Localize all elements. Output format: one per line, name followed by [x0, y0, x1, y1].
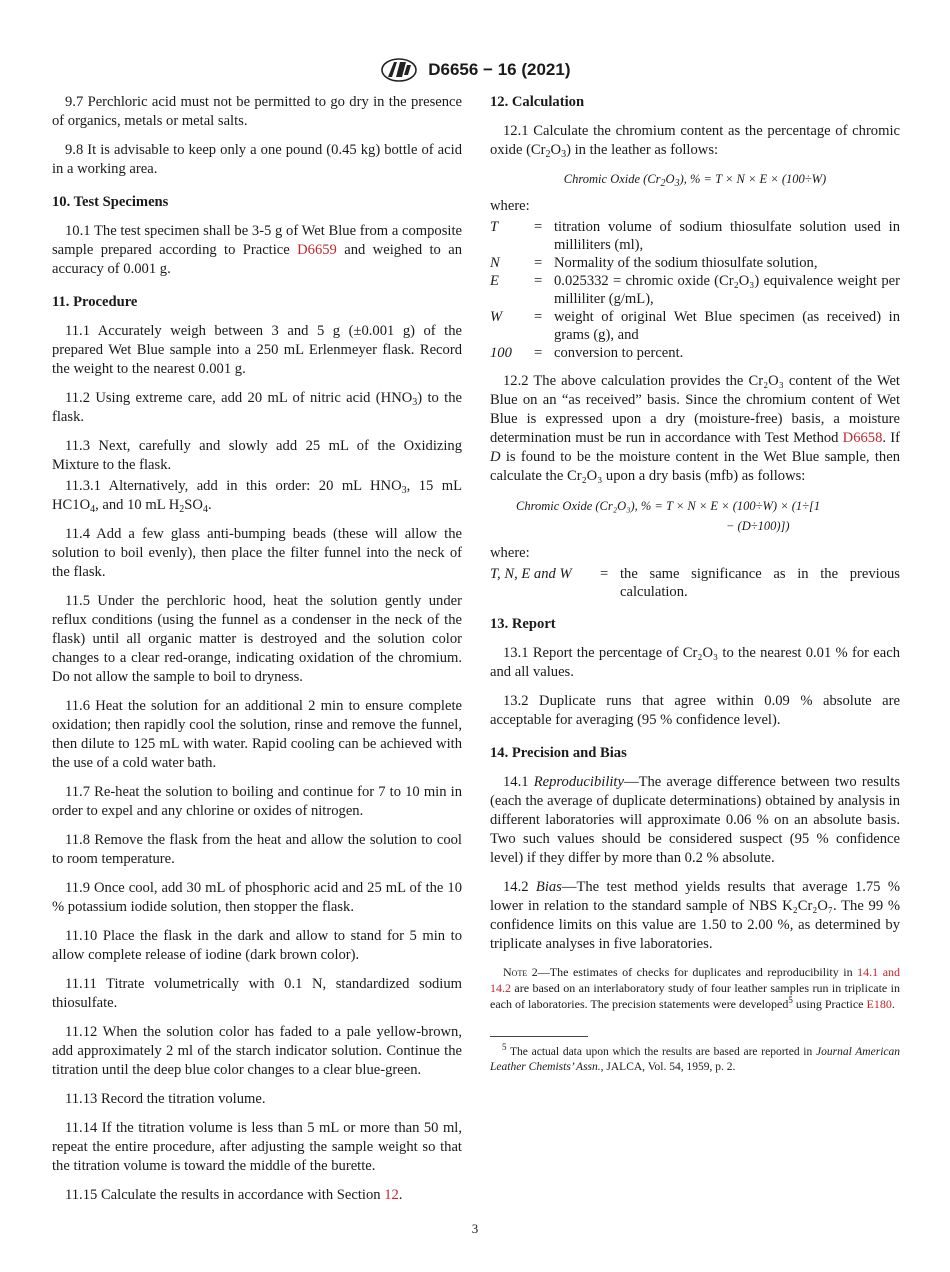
paragraph-11-15: 11.15 Calculate the results in accordance with Section 12.: [65, 1187, 403, 1203]
link-d6659[interactable]: D6659: [297, 242, 337, 258]
paragraph-11-12: 11.12 When the solution color has faded to a pale yellow-brown, add approximately 2 ml of the starch indicator solution. Continue the titration until the deep blue color changes to a clear blue-green.: [52, 1024, 462, 1078]
section-heading-14: 14. Precision and Bias: [490, 745, 627, 761]
paragraph-11-13: 11.13 Record the titration volume.: [65, 1091, 266, 1107]
where-label-1: where:: [490, 198, 530, 214]
page-number: 3: [471, 1221, 479, 1236]
left-column: [52, 93, 462, 1215]
paragraph-11-2: 11.2 Using extreme care, add 20 mL of nitric acid $(HNO_3)$ to the flask.: [52, 390, 462, 425]
definition-row: N = Normality of the sodium thiosulfate solution,: [490, 255, 818, 271]
note-2: Note 2—The estimates of checks for duplicates and reproducibility in 14.1 and 14.2 are based on an interlaboratory study of four leather samples run in triplicate in each of laboratories. The precision statements were developed$^5$ using Practice E180.: [490, 965, 901, 1011]
right-column: [490, 93, 900, 1075]
paragraph-14-2: 14.2 Bias—The test method yields results that average 1.75 % lower in relation to the standard sample of NBS K₂Cr₂O₇. The 99 % confidence limits on this value are 1.50 to 2.00 %, as determined by triplicate analyses in five laboratories.: [490, 879, 900, 952]
paragraph-11-3: 11.3 Next, carefully and slowly add 25 mL of the Oxidizing Mixture to the flask.: [52, 438, 462, 473]
astm-logo-icon: [380, 57, 418, 83]
document-designation: D6656 − 16 (2021): [428, 60, 571, 79]
paragraph-14-1: 14.1 Reproducibility—The average difference between two results (each the average of duplicate determinations) obtained by analysis in different laboratories will approximate 0.06 % on an absolute basis. Two such values should be considered suspect (95 % confidence level) if they differ by more than 0.2 % absolute.: [490, 774, 900, 866]
definitions-list: [490, 218, 900, 362]
paragraph-11-4: 11.4 Add a few glass anti-bumping beads (these will allow the solution to boil evenly), then place the filter funnel into the neck of the flask.: [52, 526, 462, 580]
link-section-12[interactable]: 12: [384, 1187, 399, 1203]
link-e180[interactable]: E180: [866, 997, 892, 1011]
paragraph-13-1: 13.1 Report the percentage of Cr₂O₃ to the nearest 0.01 % for each and all values.: [490, 645, 900, 680]
footnote-5: $^5$ The actual data upon which the results are based are reported in Journal American Leather Chemists’ Assn., JALCA, Vol. 54, 1959, p. 2.: [490, 1042, 900, 1073]
definition-row: E = 0.025332 = chromic oxide (Cr₂O₃) equivalence weight per milliliter (g/mL),: [490, 273, 900, 307]
paragraph-11-6: 11.6 Heat the solution for an additional 2 min to ensure complete oxidation; then rapidly cool the solution, rinse and remove the funnel, then dilute to 125 mL with water. Rapid cooling can be achieved with the use of a cold water bath.: [52, 698, 462, 771]
paragraph-11-5: 11.5 Under the perchloric hood, heat the solution gently under reflux conditions (using the funnel as a condenser in the neck of the flask) until all organic matter is destroyed and the solution color changes to a clear red-orange, indicating oxidation of the chromium. Do not allow the sample to boil to dryness.: [52, 593, 462, 685]
paragraph-11-11: 11.11 Titrate volumetrically with 0.1 N, standardized sodium thiosulfate.: [52, 976, 462, 1011]
section-heading-13: 13. Report: [490, 616, 556, 632]
definition-row: T, N, E and W = the same significance as in the previous calculation.: [490, 566, 900, 600]
definition-row: W = weight of original Wet Blue specimen (as received) in grams (g), and: [490, 309, 900, 343]
paragraph-9-7: 9.7 Perchloric acid must not be permitted to go dry in the presence of organics, metals or metal salts.: [52, 94, 462, 129]
paragraph-11-3-1: 11.3.1 Alternatively, add in this order: 20 mL $HNO_3$, 15 mL $HC1O_4$, and 10 mL $H_2SO_4$.: [52, 478, 462, 515]
paragraph-11-14: 11.14 If the titration volume is less than 5 mL or more than 50 ml, repeat the entire procedure, after adjusting the sample weight so that the titration volume is toward the middle of the burette.: [52, 1120, 462, 1174]
section-heading-10: 10. Test Specimens: [52, 194, 169, 210]
paragraph-10-1: 10.1 The test specimen shall be 3-5 g of Wet Blue from a composite sample prepared according to Practice D6659 and weighed to an accuracy of 0.001 g.: [52, 223, 462, 277]
formula-dry-basis: Chromic Oxide (Cr₂O₃), % = T × N × E × (100÷W) × (1÷[1 − (D÷100)]): [516, 499, 821, 533]
paragraph-12-1: 12.1 Calculate the chromium content as the percentage of chromic oxide $(Cr_2O_3)$ in the leather as follows:: [490, 123, 900, 160]
paragraph-11-9: 11.9 Once cool, add 30 mL of phosphoric acid and 25 mL of the 10 % potassium iodide solution, then stopper the flask.: [52, 880, 462, 915]
link-14-1-and-14-2[interactable]: 14.1 and 14.2: [490, 965, 901, 995]
paragraph-11-8: 11.8 Remove the flask from the heat and allow the solution to cool to room temperature.: [52, 832, 462, 867]
definition-row: 100 = conversion to percent.: [490, 345, 684, 361]
footnote-divider: [490, 1036, 588, 1037]
paragraph-13-2: 13.2 Duplicate runs that agree within 0.09 % absolute are acceptable for averaging (95 % confidence level).: [490, 693, 900, 728]
definitions-list-2: [490, 565, 900, 601]
paragraph-9-8: 9.8 It is advisable to keep only a one pound (0.45 kg) bottle of acid in a working area.: [52, 142, 462, 177]
definition-row: T = titration volume of sodium thiosulfate solution used in milliliters (ml),: [490, 219, 900, 253]
link-d6658[interactable]: D6658: [842, 430, 883, 446]
paragraph-11-10: 11.10 Place the flask in the dark and allow to stand for 5 min to allow complete release of iodine (dark brown color).: [52, 928, 462, 963]
paragraph-11-1: 11.1 Accurately weigh between 3 and 5 g (±0.001 g) of the prepared Wet Blue sample into a 250 mL Erlenmeyer flask. Record the weight to the nearest 0.001 g.: [52, 323, 462, 377]
section-heading-12: 12. Calculation: [490, 94, 585, 110]
paragraph-12-2: 12.2 The above calculation provides the Cr₂O₃ content of the Wet Blue on an “as received” basis. Since the chromium content of Wet Blue is expressed upon a dry (moisture-free) basis, a moisture determination must be run in accordance with Test Method D6658. If D is found to be the moisture content in the Wet Blue sample, then calculate the Cr₂O₃ upon a dry basis (mfb) as follows:: [490, 373, 900, 484]
formula-as-received: Chromic Oxide $(Cr_2O_3)$, % = T × N × E × (100÷W): [563, 172, 827, 189]
section-heading-11: 11. Procedure: [52, 294, 138, 310]
where-label-2: where:: [490, 545, 530, 561]
page-header: [0, 57, 950, 83]
paragraph-11-7: 11.7 Re-heat the solution to boiling and continue for 7 to 10 min in order to expel and any chlorine or oxides of nitrogen.: [52, 784, 462, 819]
